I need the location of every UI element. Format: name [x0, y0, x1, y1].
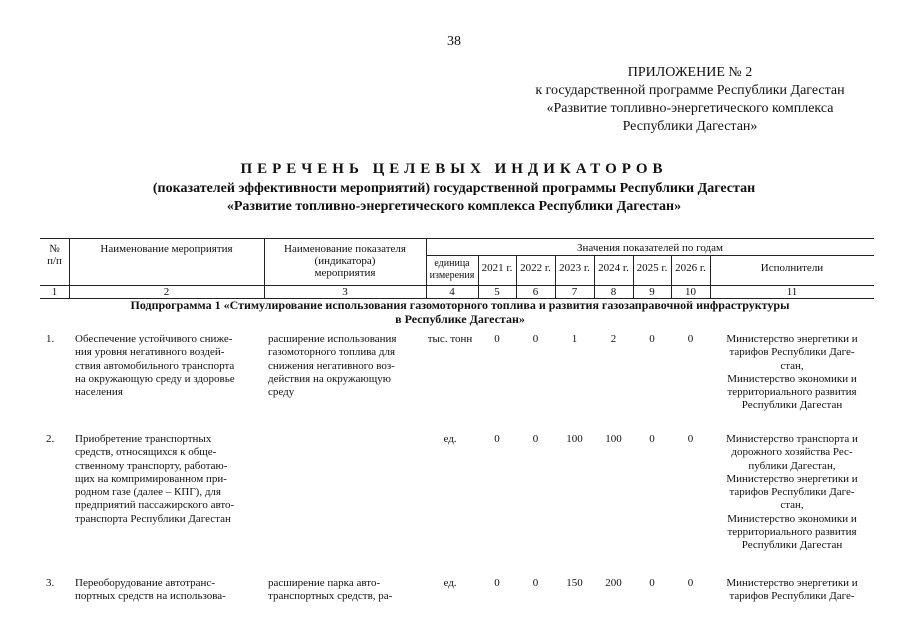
value-cell: 0	[687, 433, 694, 445]
value-cell: 0	[494, 433, 500, 445]
value-cell: 0	[687, 577, 694, 589]
indicator-cell: расширение парка авто- транспортных средств, ра-	[268, 577, 393, 603]
value-cell: 100	[605, 433, 622, 445]
column-number: 10	[685, 286, 696, 298]
column-number: 7	[571, 286, 578, 298]
value-cell: 0	[494, 333, 500, 345]
header-num: № п/п	[47, 243, 62, 267]
appendix-line-3: «Развитие топливно-энергетического комплекса	[546, 101, 834, 116]
appendix-line-4: Республики Дагестан»	[622, 119, 758, 134]
value-cell: 100	[566, 433, 583, 445]
unit-cell: ед.	[443, 577, 457, 589]
executors-cell: Министерство энергетики и тарифов Республики Даге-	[726, 577, 858, 603]
executors-cell: Министерство транспорта и дорожного хозяйства Рес- публики Дагестан, Министерство энергетики и тарифов Республики Даге- стан, Министерство экономики и территориального развития Республики Дагестан	[726, 433, 858, 552]
value-cell: 0	[687, 333, 694, 345]
row-number: 2.	[46, 433, 55, 445]
header-executors: Исполнители	[760, 262, 824, 274]
unit-cell: ед.	[443, 433, 457, 445]
header-activity: Наименование мероприятия	[100, 243, 233, 255]
appendix-line-1: ПРИЛОЖЕНИЕ № 2	[627, 65, 753, 80]
value-cell: 150	[566, 577, 583, 589]
column-number: 6	[532, 286, 539, 298]
value-cell: 0	[649, 333, 655, 345]
indicator-cell: расширение использования газомоторного топлива для снижения негативного воз- действия на окружающую среду	[268, 333, 397, 399]
header-year: 2022 г.	[520, 262, 551, 274]
table-rule-top	[40, 238, 874, 239]
header-year: 2021 г.	[481, 262, 513, 274]
unit-cell: тыс. тонн	[427, 333, 473, 345]
value-cell: 0	[649, 433, 655, 445]
column-number: 3	[342, 286, 348, 298]
activity-cell: Обеспечение устойчивого сниже- ния уровня негативного воздей- ствия автомобильного транспорта на окружающую среду и здоровье населения	[75, 333, 235, 399]
value-cell: 0	[532, 433, 539, 445]
header-year: 2025 г.	[636, 262, 668, 274]
column-number: 1	[51, 286, 58, 298]
subprogram-heading: Подпрограмма 1 «Стимулирование использования газомоторного топлива и развития газозаправочной инфраструктуры в Республике Дагестан»	[130, 298, 790, 326]
column-number: 11	[786, 286, 798, 298]
table-rule-values	[426, 255, 874, 256]
header-year: 2023 г.	[559, 262, 590, 274]
document-subtitle-2: «Развитие топливно-энергетического комплекса Республики Дагестан»	[226, 199, 682, 214]
row-number: 1.	[46, 333, 55, 345]
header-unit: единица измерения	[429, 258, 475, 281]
value-cell: 0	[532, 333, 539, 345]
row-number: 3.	[46, 577, 55, 589]
column-number: 4	[449, 286, 455, 298]
activity-cell: Переоборудование автотранс- портных средств на использова-	[75, 577, 226, 603]
document-subtitle-1: (показателей эффективности мероприятий) государственной программы Республики Дагестан	[152, 181, 756, 196]
column-number: 9	[649, 286, 655, 298]
header-year: 2024 г.	[598, 262, 629, 274]
header-year: 2026 г.	[675, 262, 706, 274]
activity-cell: Приобретение транспортных средств, относящихся к обще- ственному транспорту, работаю- щих на компримированном при- родном газе (далее – КПГ), для предприятий пассажирского авто- транспорта Республики Дагестан	[75, 433, 235, 525]
column-number: 5	[494, 286, 500, 298]
value-cell: 0	[494, 577, 500, 589]
executors-cell: Министерство энергетики и тарифов Республики Даге- стан, Министерство экономики и территориального развития Республики Дагестан	[726, 333, 858, 412]
value-cell: 1	[571, 333, 578, 345]
column-number: 8	[610, 286, 617, 298]
document-title: ПЕРЕЧЕНЬ ЦЕЛЕВЫХ ИНДИКАТОРОВ	[240, 161, 668, 177]
appendix-block	[500, 64, 880, 136]
value-cell: 0	[649, 577, 655, 589]
column-number: 2	[163, 286, 170, 298]
appendix-line-2: к государственной программе Республики Дагестан	[535, 83, 845, 98]
page-number: 38	[447, 34, 461, 49]
header-values-group: Значения показателей по годам	[577, 242, 723, 254]
header-indicator: Наименование показателя (индикатора) мероприятия	[284, 243, 406, 279]
value-cell: 0	[532, 577, 539, 589]
value-cell: 200	[605, 577, 622, 589]
value-cell: 2	[610, 333, 617, 345]
